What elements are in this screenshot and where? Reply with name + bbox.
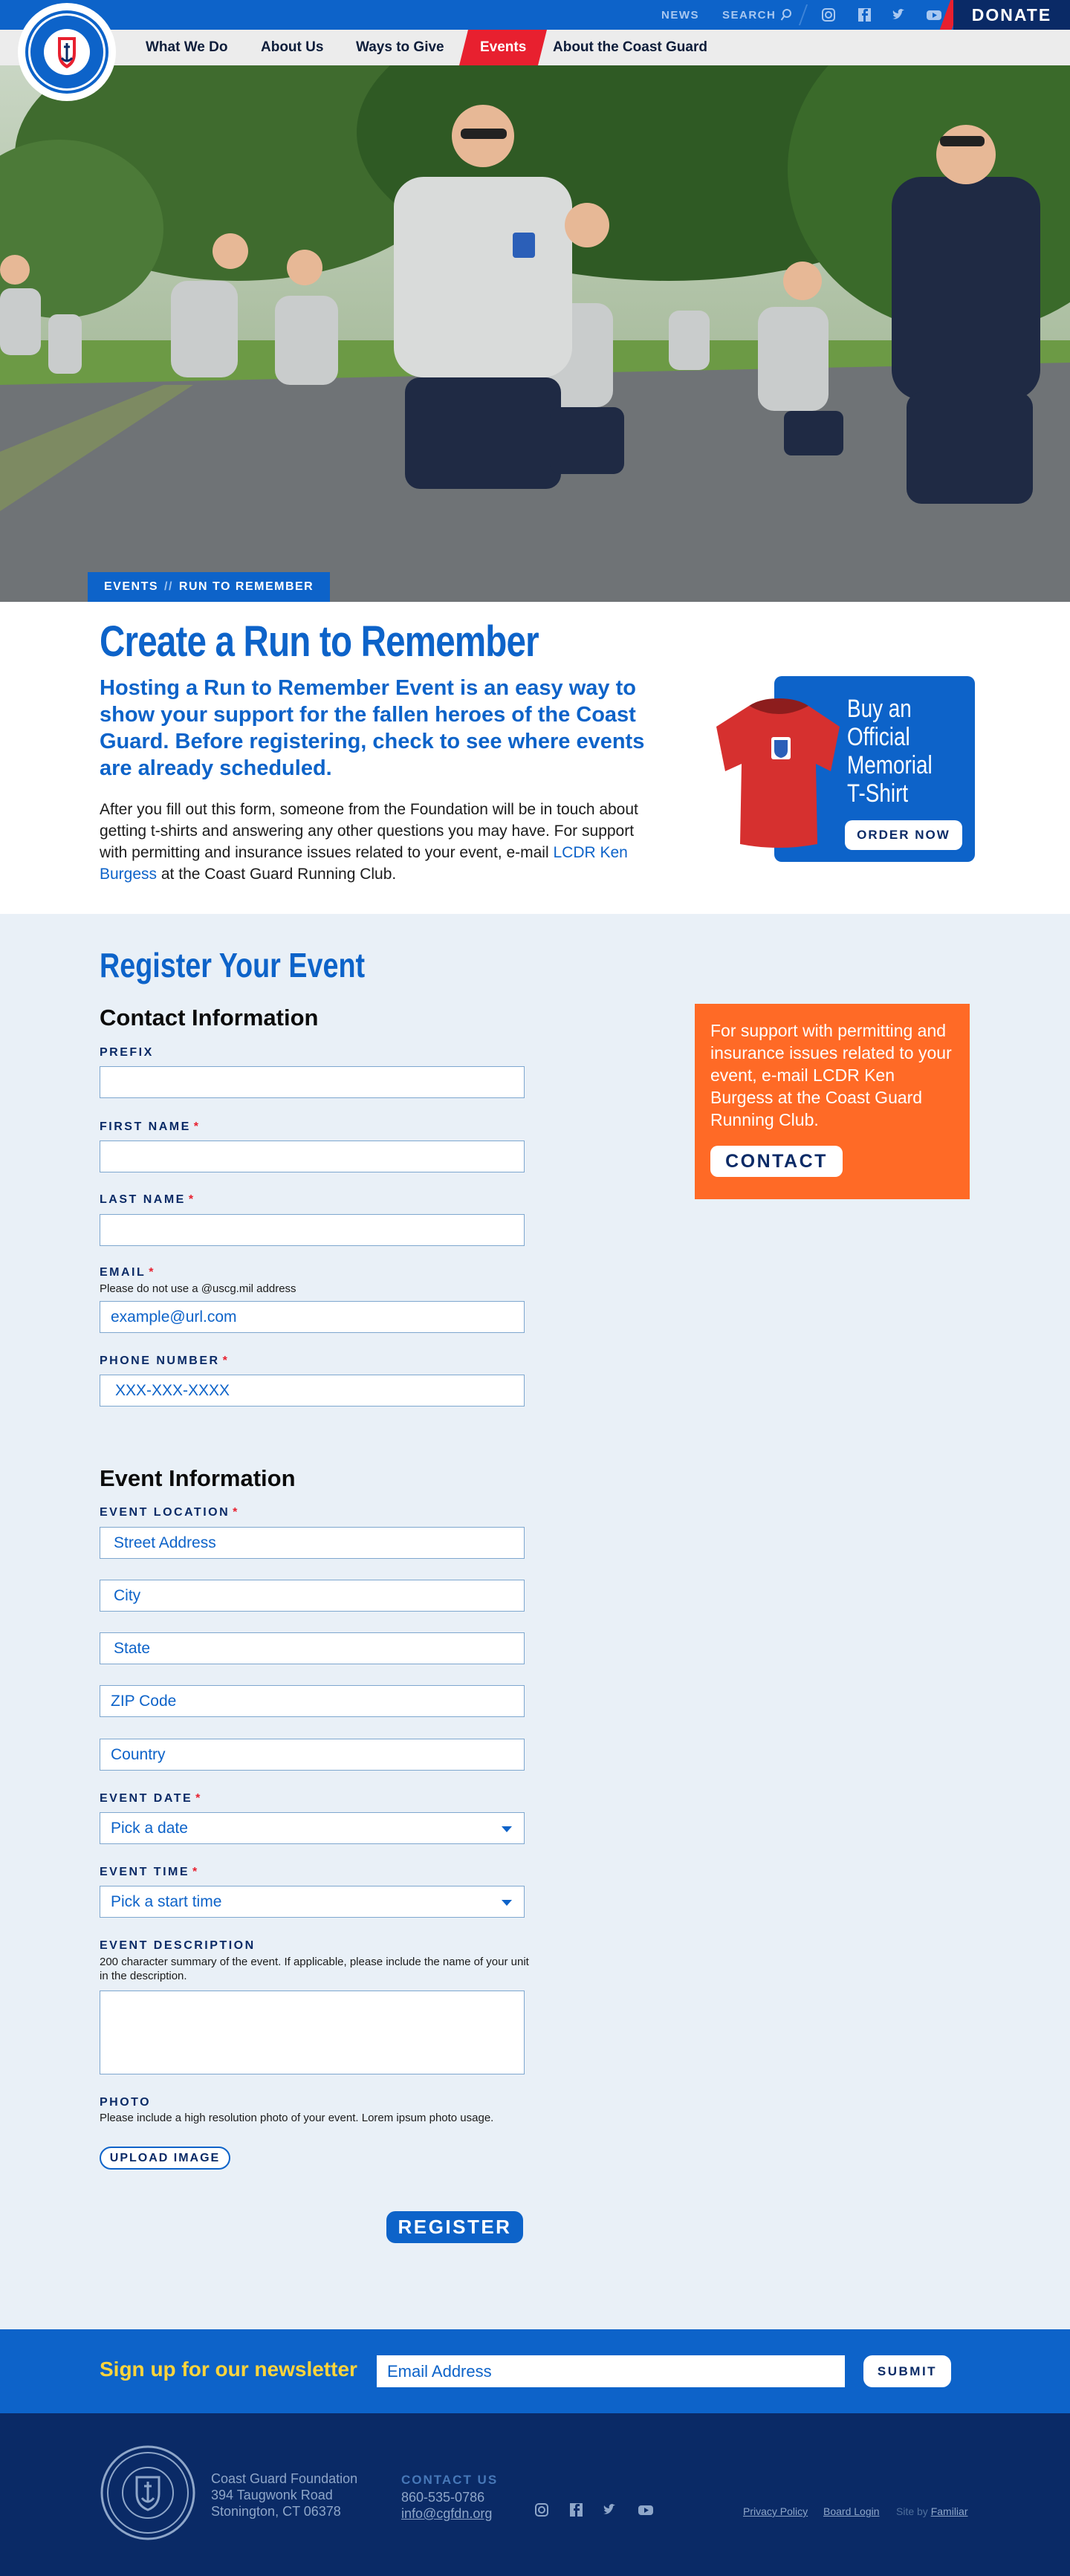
description-textarea[interactable] xyxy=(100,1991,525,2074)
upload-image-button[interactable]: UPLOAD IMAGE xyxy=(100,2147,230,2170)
nav-what-we-do[interactable]: What We Do xyxy=(146,39,228,55)
footer-address-line2: Stonington, CT 06378 xyxy=(211,2504,341,2519)
required-mark: * xyxy=(149,1266,156,1279)
newsletter-email-input[interactable]: Email Address xyxy=(377,2355,845,2387)
required-mark: * xyxy=(233,1506,239,1519)
logo-seal-icon xyxy=(21,6,113,98)
shirt-card-title: Buy an Official Memorial T-Shirt xyxy=(847,695,933,808)
required-mark: * xyxy=(193,1120,201,1133)
twitter-icon[interactable] xyxy=(891,7,907,22)
required-mark: * xyxy=(192,1866,199,1878)
prefix-input[interactable] xyxy=(100,1066,525,1098)
time-select[interactable]: Pick a start time xyxy=(100,1886,525,1918)
youtube-icon[interactable] xyxy=(926,7,942,22)
event-heading: Event Information xyxy=(100,1465,296,1491)
facebook-icon[interactable] xyxy=(568,2502,584,2517)
time-label-text: EVENT TIME xyxy=(100,1866,190,1878)
contact-button[interactable]: CONTACT xyxy=(710,1146,843,1177)
register-button[interactable]: REGISTER xyxy=(386,2211,523,2243)
intro-body-text: After you fill out this form, someone from the Foundation will be in touch about getting t-shirts and answering any other questions you may have. For support with permitting and insurance issues related to your event, e-mail xyxy=(100,801,638,861)
search-label: SEARCH xyxy=(722,8,776,22)
date-label-text: EVENT DATE xyxy=(100,1792,193,1805)
footer-contact xyxy=(401,2489,492,2522)
email-help: Please do not use a @uscg.mil address xyxy=(100,1282,296,1295)
zip-input[interactable]: ZIP Code xyxy=(100,1685,525,1717)
footer-phone[interactable]: 860-535-0786 xyxy=(401,2490,485,2505)
phone-input[interactable]: XXX-XXX-XXXX xyxy=(100,1375,525,1407)
date-label xyxy=(100,1792,202,1806)
instagram-icon[interactable] xyxy=(534,2502,550,2517)
last-name-input[interactable] xyxy=(100,1214,525,1246)
divider xyxy=(799,4,808,25)
description-help: 200 character summary of the event. If applicable, please include the name of your unit in the description. xyxy=(100,1956,529,1982)
prefix-label: PREFIX xyxy=(100,1046,154,1059)
email-input[interactable]: example@url.com xyxy=(100,1301,525,1333)
site-credit xyxy=(896,2505,967,2517)
nav-events[interactable] xyxy=(459,30,547,65)
search-icon xyxy=(780,8,792,22)
contact-heading: Contact Information xyxy=(100,1005,319,1031)
familiar-link[interactable]: Familiar xyxy=(930,2505,968,2517)
email-label xyxy=(100,1266,155,1279)
nav-about-us[interactable]: About Us xyxy=(261,39,324,55)
phone-label-text: PHONE NUMBER xyxy=(100,1354,220,1367)
breadcrumb xyxy=(88,572,330,602)
board-login-link[interactable]: Board Login xyxy=(823,2505,880,2517)
search-button[interactable] xyxy=(722,0,792,30)
news-link[interactable]: NEWS xyxy=(661,8,699,22)
last-name-label-text: LAST NAME xyxy=(100,1193,186,1206)
footer-logo-icon[interactable] xyxy=(100,2444,196,2541)
instagram-icon[interactable] xyxy=(820,7,837,22)
footer-address xyxy=(211,2470,357,2520)
location-label xyxy=(100,1506,239,1519)
breadcrumb-section[interactable]: EVENTS xyxy=(104,580,159,593)
phone-label xyxy=(100,1354,229,1368)
top-utility-bar xyxy=(0,0,1070,30)
city-input[interactable]: City xyxy=(100,1580,525,1612)
newsletter-title: Sign up for our newsletter xyxy=(100,2358,357,2381)
required-mark: * xyxy=(222,1354,230,1367)
nav-events-label: Events xyxy=(480,39,527,55)
hero-image xyxy=(0,65,1070,602)
date-select[interactable]: Pick a date xyxy=(100,1812,525,1844)
nav-about-coast-guard[interactable]: About the Coast Guard xyxy=(553,39,707,55)
foundation-logo[interactable] xyxy=(21,6,113,98)
runners-photo xyxy=(0,65,1070,602)
intro-body-end: at the Coast Guard Running Club. xyxy=(157,866,397,883)
intro-lead: Hosting a Run to Remember Event is an easy way to show your support for the fallen heroes of the Coast Guard. Before registering, check to see where events are already scheduled. xyxy=(100,676,645,780)
breadcrumb-separator: // xyxy=(164,580,173,593)
state-input[interactable]: State xyxy=(100,1632,525,1664)
footer-org-name: Coast Guard Foundation xyxy=(211,2471,358,2486)
country-input[interactable]: Country xyxy=(100,1739,525,1771)
location-label-text: EVENT LOCATION xyxy=(100,1506,230,1519)
email-label-text: EMAIL xyxy=(100,1266,146,1279)
order-now-button[interactable]: ORDER NOW xyxy=(845,820,962,850)
required-mark: * xyxy=(195,1792,202,1805)
support-card-text: For support with permitting and insurance issues related to your event, e-mail LCDR Ken Burgess at the Coast Guard Running Club. xyxy=(710,1021,952,1129)
street-input[interactable]: Street Address xyxy=(100,1527,525,1559)
first-name-input[interactable] xyxy=(100,1141,525,1172)
photo-label: PHOTO xyxy=(100,2096,152,2109)
site-credit-prefix: Site by xyxy=(896,2505,928,2517)
facebook-icon[interactable] xyxy=(856,7,872,22)
footer-address-line1: 394 Taugwonk Road xyxy=(211,2488,333,2502)
description-label: EVENT DESCRIPTION xyxy=(100,1939,256,1952)
youtube-icon[interactable] xyxy=(638,2502,654,2517)
email-link[interactable]: LCDR Ken Burgess xyxy=(100,844,628,883)
form-title: Register Your Event xyxy=(100,946,366,984)
first-name-label xyxy=(100,1120,201,1134)
twitter-icon[interactable] xyxy=(602,2502,618,2517)
newsletter-submit-button[interactable]: SUBMIT xyxy=(863,2355,951,2387)
photo-help: Please include a high resolution photo of your event. Lorem ipsum photo usage. xyxy=(100,2112,494,2124)
last-name-label xyxy=(100,1193,195,1207)
donate-button[interactable]: DONATE xyxy=(953,0,1070,30)
nav-ways-to-give[interactable]: Ways to Give xyxy=(356,39,444,55)
page-title: Create a Run to Remember xyxy=(100,617,539,666)
required-mark: * xyxy=(188,1193,195,1206)
time-label xyxy=(100,1866,199,1879)
first-name-label-text: FIRST NAME xyxy=(100,1120,191,1133)
footer-email[interactable]: info@cgfdn.org xyxy=(401,2506,493,2521)
intro-body xyxy=(100,799,664,885)
breadcrumb-current: RUN TO REMEMBER xyxy=(178,580,314,593)
tshirt-image xyxy=(712,691,846,851)
privacy-policy-link[interactable]: Privacy Policy xyxy=(743,2505,808,2517)
footer-contact-title: CONTACT US xyxy=(401,2473,499,2487)
